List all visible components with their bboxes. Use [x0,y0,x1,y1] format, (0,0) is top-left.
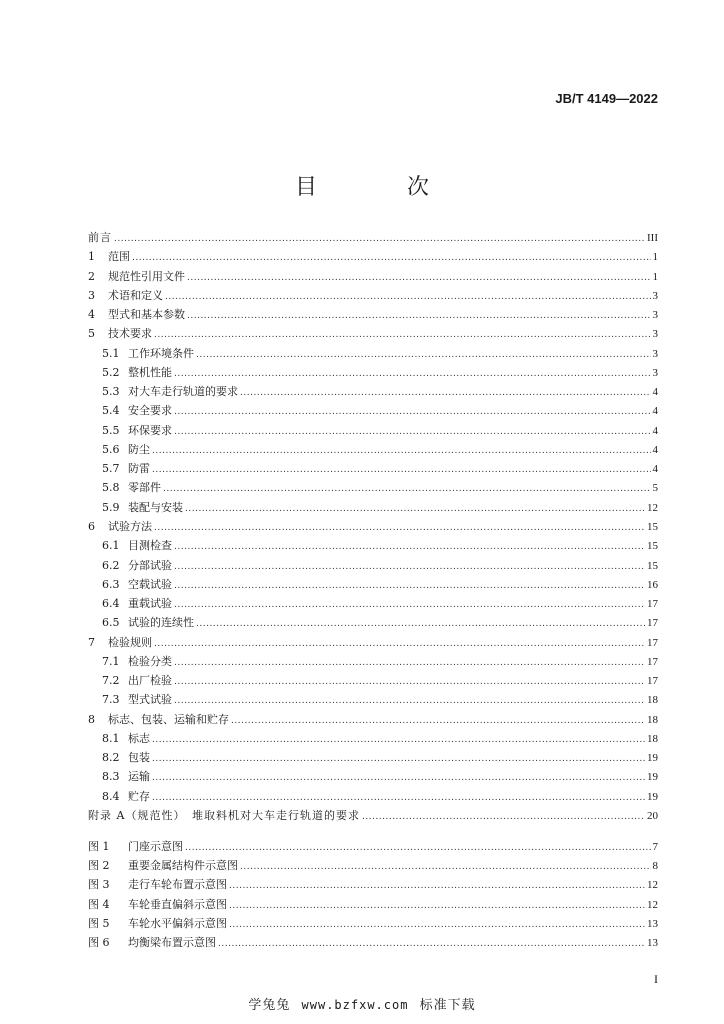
toc-entry-page: 16 [647,578,658,591]
footer-site-name: 学兔兔 [248,998,291,1013]
toc-entry-page: 3 [652,289,658,302]
toc-entry[interactable] [88,364,658,383]
toc-entry-page: 18 [647,713,658,726]
page-title: 目 次 [294,175,463,200]
toc-entry-page: 18 [647,732,658,745]
toc-entry-number: 8 [88,712,95,726]
toc-leader-dots [174,369,651,379]
toc-leader-dots [154,330,651,340]
toc-leader-dots [174,407,651,417]
toc-entry-label: 标志、包装、运输和贮存 [108,712,229,726]
toc-entry-label: 前言 [88,231,112,244]
toc-entry-label: 型式和基本参数 [108,308,185,322]
toc-entry-number: 8.2 [102,751,120,765]
toc-leader-dots [362,812,645,822]
toc-entry[interactable] [88,479,658,498]
page-number: I [654,972,658,986]
toc-entry-label: 车轮水平偏斜示意图 [128,916,227,930]
toc-entry-number: 5.1 [102,346,120,360]
toc-entry-number: 8.4 [102,789,120,803]
toc-entry-label: 贮存 [128,789,150,803]
toc-entry-page: 20 [647,809,658,822]
toc-entry[interactable] [88,876,658,895]
toc-entry-page: 7 [652,841,658,853]
toc-entry-label: 环保要求 [128,423,172,437]
toc-leader-dots [174,562,645,572]
toc-entry[interactable] [88,595,658,614]
toc-entry-label: 分部试验 [128,558,172,572]
toc-entry[interactable] [88,325,658,344]
toc-entry-number: 4 [88,308,95,322]
toc-leader-dots [152,446,651,456]
toc-entry-label: 术语和定义 [108,288,163,302]
toc-entry-page: 1 [652,270,658,283]
toc-entry-page: 4 [652,386,658,399]
toc-entry[interactable] [88,441,658,460]
toc-entry-page: 19 [647,752,658,765]
toc-entry[interactable] [88,229,658,248]
toc-entry-page: 17 [647,598,658,611]
toc-entry-label: 试验方法 [108,519,152,533]
toc-entry-page: 13 [647,936,658,949]
toc-entry[interactable] [88,768,658,787]
toc-entry-label: 车轮垂直偏斜示意图 [128,897,227,911]
toc-entry-label: 运输 [128,770,150,784]
toc-entry-page: 4 [652,405,658,418]
toc-entry[interactable] [88,537,658,556]
toc-entry[interactable] [88,653,658,672]
standard-code: JB/T 4149—2022 [555,91,658,106]
toc-entry-label: 检验分类 [128,654,172,668]
toc-leader-dots [114,234,645,244]
toc-entry-label: 走行车轮布置示意图 [128,878,227,892]
toc-entry[interactable] [88,915,658,934]
toc-leader-dots [185,504,645,514]
toc-entry-label: 型式试验 [128,693,172,707]
toc-entry-label: 标志 [128,731,150,745]
toc-entry-page: 17 [647,655,658,668]
toc-entry-label: 出厂检验 [128,674,172,688]
toc-entry-page: 3 [652,328,658,341]
toc-entry[interactable] [88,402,658,421]
toc-entry[interactable] [88,634,658,653]
toc-entry[interactable] [88,287,658,306]
list-of-figures [88,838,658,953]
toc-entry-number: 图 5 [88,916,110,930]
toc-leader-dots [132,253,651,263]
toc-entry-page: 12 [647,501,658,514]
toc-entry-number: 8.3 [102,770,120,784]
toc-entry-label: 附录 A（规范性） 堆取料机对大车走行轨道的要求 [88,808,360,822]
toc-leader-dots [174,542,645,552]
toc-leader-dots [187,311,651,321]
toc-entry[interactable] [88,934,658,953]
footer-tagline: 标准下载 [419,998,476,1013]
toc-entry-page: 18 [647,694,658,707]
toc-entry-page: 19 [647,790,658,803]
toc-entry-number: 5.3 [102,385,120,399]
toc-entry[interactable] [88,838,658,857]
toc-entry-number: 5.4 [102,404,120,418]
toc-leader-dots [152,773,645,783]
toc-entry-number: 图 4 [88,897,110,911]
toc-entry[interactable] [88,518,658,537]
toc-leader-dots [154,523,645,533]
toc-entry[interactable] [88,614,658,633]
toc-entry-number: 6.5 [102,616,120,630]
toc-entry[interactable] [88,857,658,876]
toc-entry-label: 试验的连续性 [128,616,194,630]
toc-entry[interactable] [88,711,658,730]
toc-entry-number: 5.7 [102,462,120,476]
toc-entry[interactable] [88,691,658,710]
toc-entry-page: 17 [647,636,658,649]
toc-entry-label: 规范性引用文件 [108,269,185,283]
toc-leader-dots [163,484,651,494]
toc-entry-page: 15 [647,520,658,533]
toc-entry-label: 防尘 [128,442,150,456]
toc-entry-number: 6.3 [102,577,120,591]
toc-entry[interactable] [88,788,658,807]
toc-leader-dots [196,619,645,629]
toc-entry-label: 工作环境条件 [128,346,194,360]
toc-entry-page: 3 [652,366,658,379]
toc-entry-label: 零部件 [128,481,161,495]
toc-entry-number: 5 [88,327,95,341]
toc-entry-label: 空载试验 [128,577,172,591]
toc-entry-label: 整机性能 [128,365,172,379]
toc-entry-label: 对大车走行轨道的要求 [128,385,238,399]
toc-entry[interactable] [88,383,658,402]
toc-leader-dots [152,793,645,803]
toc-entry-label: 装配与安装 [128,500,183,514]
toc-leader-dots [229,920,645,930]
toc-entry-number: 图 6 [88,935,110,949]
toc-entry-page: 13 [647,917,658,930]
toc-leader-dots [240,388,651,398]
toc-entry-label: 门座示意图 [128,840,183,853]
toc-entry-page: 12 [647,898,658,911]
toc-leader-dots [174,658,645,668]
toc-entry-number: 3 [88,288,95,302]
toc-entry-number: 5.2 [102,365,120,379]
toc-entry-label: 包装 [128,751,150,765]
toc-leader-dots [174,677,645,687]
toc-leader-dots [218,939,645,949]
toc-entry[interactable] [88,730,658,749]
toc-entry-page: 17 [647,675,658,688]
toc-entry-number: 图 1 [88,840,110,853]
toc-entry-page: 4 [652,443,658,456]
toc-entry[interactable] [88,306,658,325]
toc-entry-label: 检验规则 [108,635,152,649]
toc-entry-number: 1 [88,250,95,264]
toc-leader-dots [231,716,645,726]
toc-entry-number: 6.4 [102,597,120,611]
toc-entry-number: 6.2 [102,558,120,572]
toc-entry-number: 5.9 [102,500,120,514]
toc-leader-dots [174,427,651,437]
toc-entry[interactable] [88,499,658,518]
toc-entry-label: 重载试验 [128,597,172,611]
toc-entry-label: 安全要求 [128,404,172,418]
toc-entry-number: 2 [88,269,95,283]
toc-entry-page: 4 [652,424,658,437]
footer-url[interactable]: www.bzfxw.com [301,998,409,1012]
toc-entry-page: 3 [652,309,658,322]
toc-entry[interactable] [88,422,658,441]
toc-entry-number: 5.5 [102,423,120,437]
toc-entry[interactable] [88,248,658,267]
toc-entry-label: 目测检查 [128,539,172,553]
toc-entry-number: 6 [88,519,95,533]
toc-leader-dots [154,639,645,649]
table-of-contents [88,229,658,826]
toc-leader-dots [152,754,645,764]
toc-leader-dots [187,273,651,283]
toc-entry-number: 图 3 [88,878,110,892]
toc-entry-number: 7 [88,635,95,649]
toc-entry-page: 12 [647,879,658,892]
toc-leader-dots [152,465,651,475]
toc-entry[interactable] [88,557,658,576]
toc-entry[interactable] [88,576,658,595]
toc-entry-label: 范围 [108,250,130,264]
toc-leader-dots [240,862,651,872]
toc-entry-page: 15 [647,540,658,553]
toc-leader-dots [165,292,651,302]
toc-leader-dots [174,581,645,591]
toc-entry[interactable] [88,268,658,287]
toc-entry[interactable] [88,672,658,691]
toc-entry-number: 图 2 [88,859,110,873]
toc-entry-label: 均衡梁布置示意图 [128,935,216,949]
toc-entry-page: 19 [647,771,658,784]
toc-entry-page: 17 [647,617,658,630]
toc-entry[interactable] [88,460,658,479]
toc-entry[interactable] [88,896,658,915]
toc-leader-dots [185,843,651,853]
toc-entry-page: 3 [652,347,658,360]
toc-entry-page: 5 [652,482,658,495]
toc-leader-dots [152,735,645,745]
toc-entry-label: 防雷 [128,462,150,476]
toc-entry[interactable] [88,807,658,826]
toc-entry-number: 5.8 [102,481,120,495]
toc-entry-number: 7.3 [102,693,120,707]
toc-entry-page: III [647,232,658,244]
toc-entry[interactable] [88,749,658,768]
toc-entry-number: 7.1 [102,654,120,668]
toc-entry-page: 15 [647,559,658,572]
footer-watermark [0,994,724,1013]
toc-leader-dots [229,881,645,891]
toc-entry-label: 重要金属结构件示意图 [128,859,238,873]
toc-entry-page: 8 [652,860,658,873]
toc-entry-page: 1 [652,251,658,264]
toc-entry-number: 6.1 [102,539,120,553]
toc-entry-label: 技术要求 [108,327,152,341]
toc-entry-number: 5.6 [102,442,120,456]
toc-entry-page: 4 [652,463,658,476]
toc-leader-dots [196,350,651,360]
toc-entry-number: 7.2 [102,674,120,688]
toc-entry[interactable] [88,345,658,364]
toc-leader-dots [229,901,645,911]
toc-leader-dots [174,696,645,706]
toc-entry-number: 8.1 [102,731,120,745]
toc-leader-dots [174,600,645,610]
